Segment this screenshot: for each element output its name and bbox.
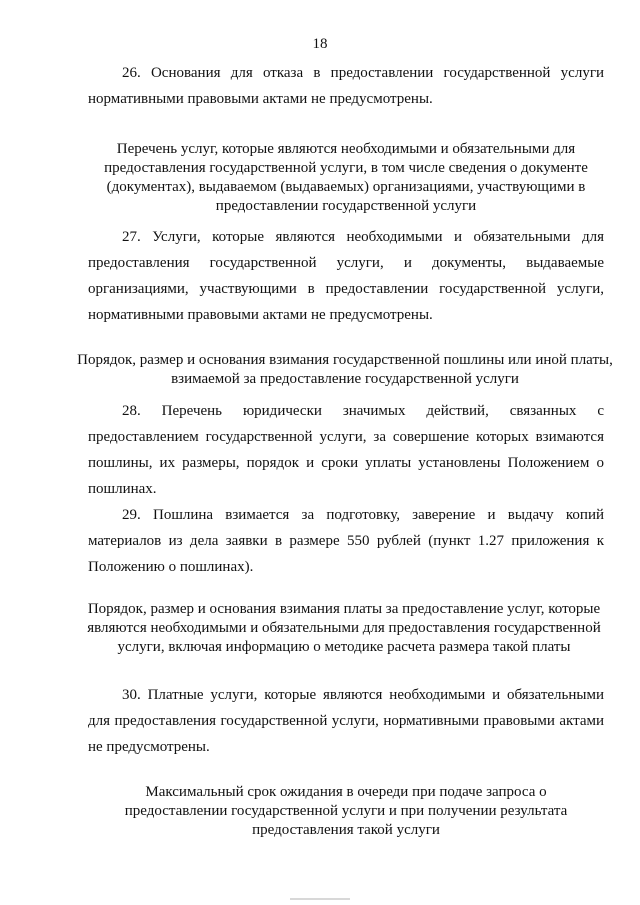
heading-required-services: Перечень услуг, которые являются необходимыми и обязательными для предоставления государственной услуги, в том числе сведения о документе (документах), выдаваемом (выдаваемых) организациями, участвующими в предоставлении государственной услуги — [104, 141, 588, 214]
paragraph-27: 27. Услуги, которые являются необходимыми и обязательными для предоставления государственной услуги, и документы, выдаваемые организациями, участвующими в предоставлении государственной услуги, нормативными правовыми актами не предусмотрены. — [88, 229, 604, 323]
heading-max-waiting-time: Максимальный срок ожидания в очереди при подаче запроса о предоставлении государственной услуги и при получении результата предоставления такой услуги — [124, 784, 568, 838]
paragraph-26: 26. Основания для отказа в предоставлении государственной услуги нормативными правовыми актами не предусмотрены. — [88, 65, 604, 107]
scan-artifact-divider — [290, 898, 350, 900]
paragraph-29: 29. Пошлина взимается за подготовку, заверение и выдачу копий материалов из дела заявки в размере 550 рублей (пункт 1.27 приложения к Положению о пошлинах). — [88, 507, 604, 575]
paragraph-30: 30. Платные услуги, которые являются необходимыми и обязательными для предоставления государственной услуги, нормативными правовыми актами не предусмотрены. — [88, 687, 604, 755]
heading-state-fee: Порядок, размер и основания взимания государственной пошлины или иной платы, взимаемой за предоставление государственной услуги — [77, 352, 613, 387]
heading-payment-for-services: Порядок, размер и основания взимания платы за предоставление услуг, которые являются необходимыми и обязательными для предоставления государственной услуги, включая информацию о методике расчета размера такой платы — [87, 601, 601, 655]
page-number: 18 — [312, 36, 328, 52]
paragraph-28: 28. Перечень юридически значимых действий, связанных с предоставлением государственной услуги, за совершение которых взимаются пошлины, их размеры, порядок и сроки уплаты установлены Положением о пошлинах. — [88, 403, 604, 497]
